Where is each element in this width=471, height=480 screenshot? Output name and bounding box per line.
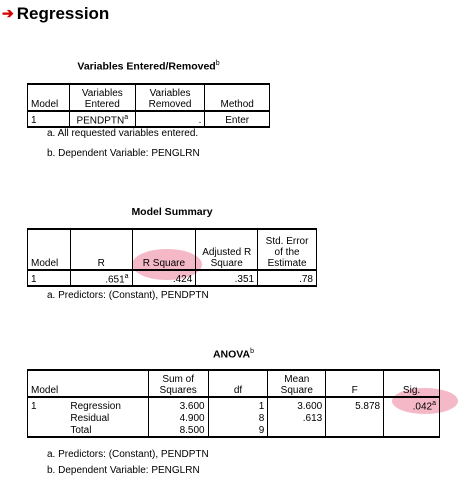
table-header-row [28,370,440,397]
col-header-model: Model [28,84,70,111]
col-header-f: F [326,370,384,397]
col-header-model: Model [28,229,71,270]
cell-std-error: .78 [258,270,317,286]
cell-removed: . [135,111,205,127]
table-row [28,111,270,127]
table-row [28,424,440,437]
cell-ms: .613 [268,412,326,424]
footnote: b. Dependent Variable: PENGLRN [47,148,200,159]
cell-entered: PENDPTN$^a$ [69,111,135,127]
anova-caption: ANOVA$^b$ [212,348,255,361]
cell-model: 1 [28,397,68,412]
cell-ss: 8.500 [148,424,208,437]
cell-df: 8 [208,412,268,424]
variables-table [27,83,270,128]
col-header-df: df [208,370,268,397]
footnote: a. Predictors: (Constant), PENDPTN [47,449,209,460]
cell-ss: 4.900 [148,412,208,424]
output-heading [2,4,109,24]
anova-table [27,369,440,438]
cell-source: Regression [67,397,148,412]
col-header-model: Model [28,370,149,397]
variables-table-caption: Variables Entered/Removed$^b$ [77,60,220,73]
cell-sig: .042$^a$ [384,397,440,412]
cell-ms: 3.600 [268,397,326,412]
heading-title: Regression [16,4,110,23]
arrow-right-icon: ➔ [2,5,14,21]
cell-adjusted-r-square: .351 [196,270,258,286]
cell-sig [384,424,440,437]
col-header-std-error: Std. Error of the Estimate [258,229,317,270]
table-header-row [28,229,317,270]
col-header-r: R [70,229,132,270]
cell-sig [384,412,440,424]
col-header-mean-square: Mean Square [268,370,326,397]
cell-f: 5.878 [326,397,384,412]
col-header-method: Method [205,84,270,111]
col-header-r-square: R Square [132,229,196,270]
col-header-entered: Variables Entered [69,84,135,111]
cell-f [326,424,384,437]
table-row [28,397,440,412]
cell-r-square: .424 [132,270,196,286]
col-header-sum-of-squares: Sum of Squares [148,370,208,397]
cell-ss: 3.600 [148,397,208,412]
model-summary-table [27,228,317,287]
cell-ms [268,424,326,437]
footnote: b. Dependent Variable: PENGLRN [47,465,200,476]
col-header-adjusted-r-square: Adjusted R Square [196,229,258,270]
table-row [28,412,440,424]
cell-model: 1 [28,111,70,127]
footnote: a. Predictors: (Constant), PENDPTN [47,290,209,301]
cell-source: Residual [67,412,148,424]
cell-f [326,412,384,424]
cell-df: 9 [208,424,268,437]
table-row [28,270,317,286]
cell-source: Total [67,424,148,437]
cell-r: .651$^a$ [70,270,132,286]
table-header-row [28,84,270,111]
model-summary-caption: Model Summary [131,206,213,218]
col-header-sig: Sig. [384,370,440,397]
cell-model: 1 [28,270,71,286]
cell-method: Enter [205,111,270,127]
cell-df: 1 [208,397,268,412]
footnote: a. All requested variables entered. [47,128,199,139]
col-header-removed: Variables Removed [135,84,205,111]
